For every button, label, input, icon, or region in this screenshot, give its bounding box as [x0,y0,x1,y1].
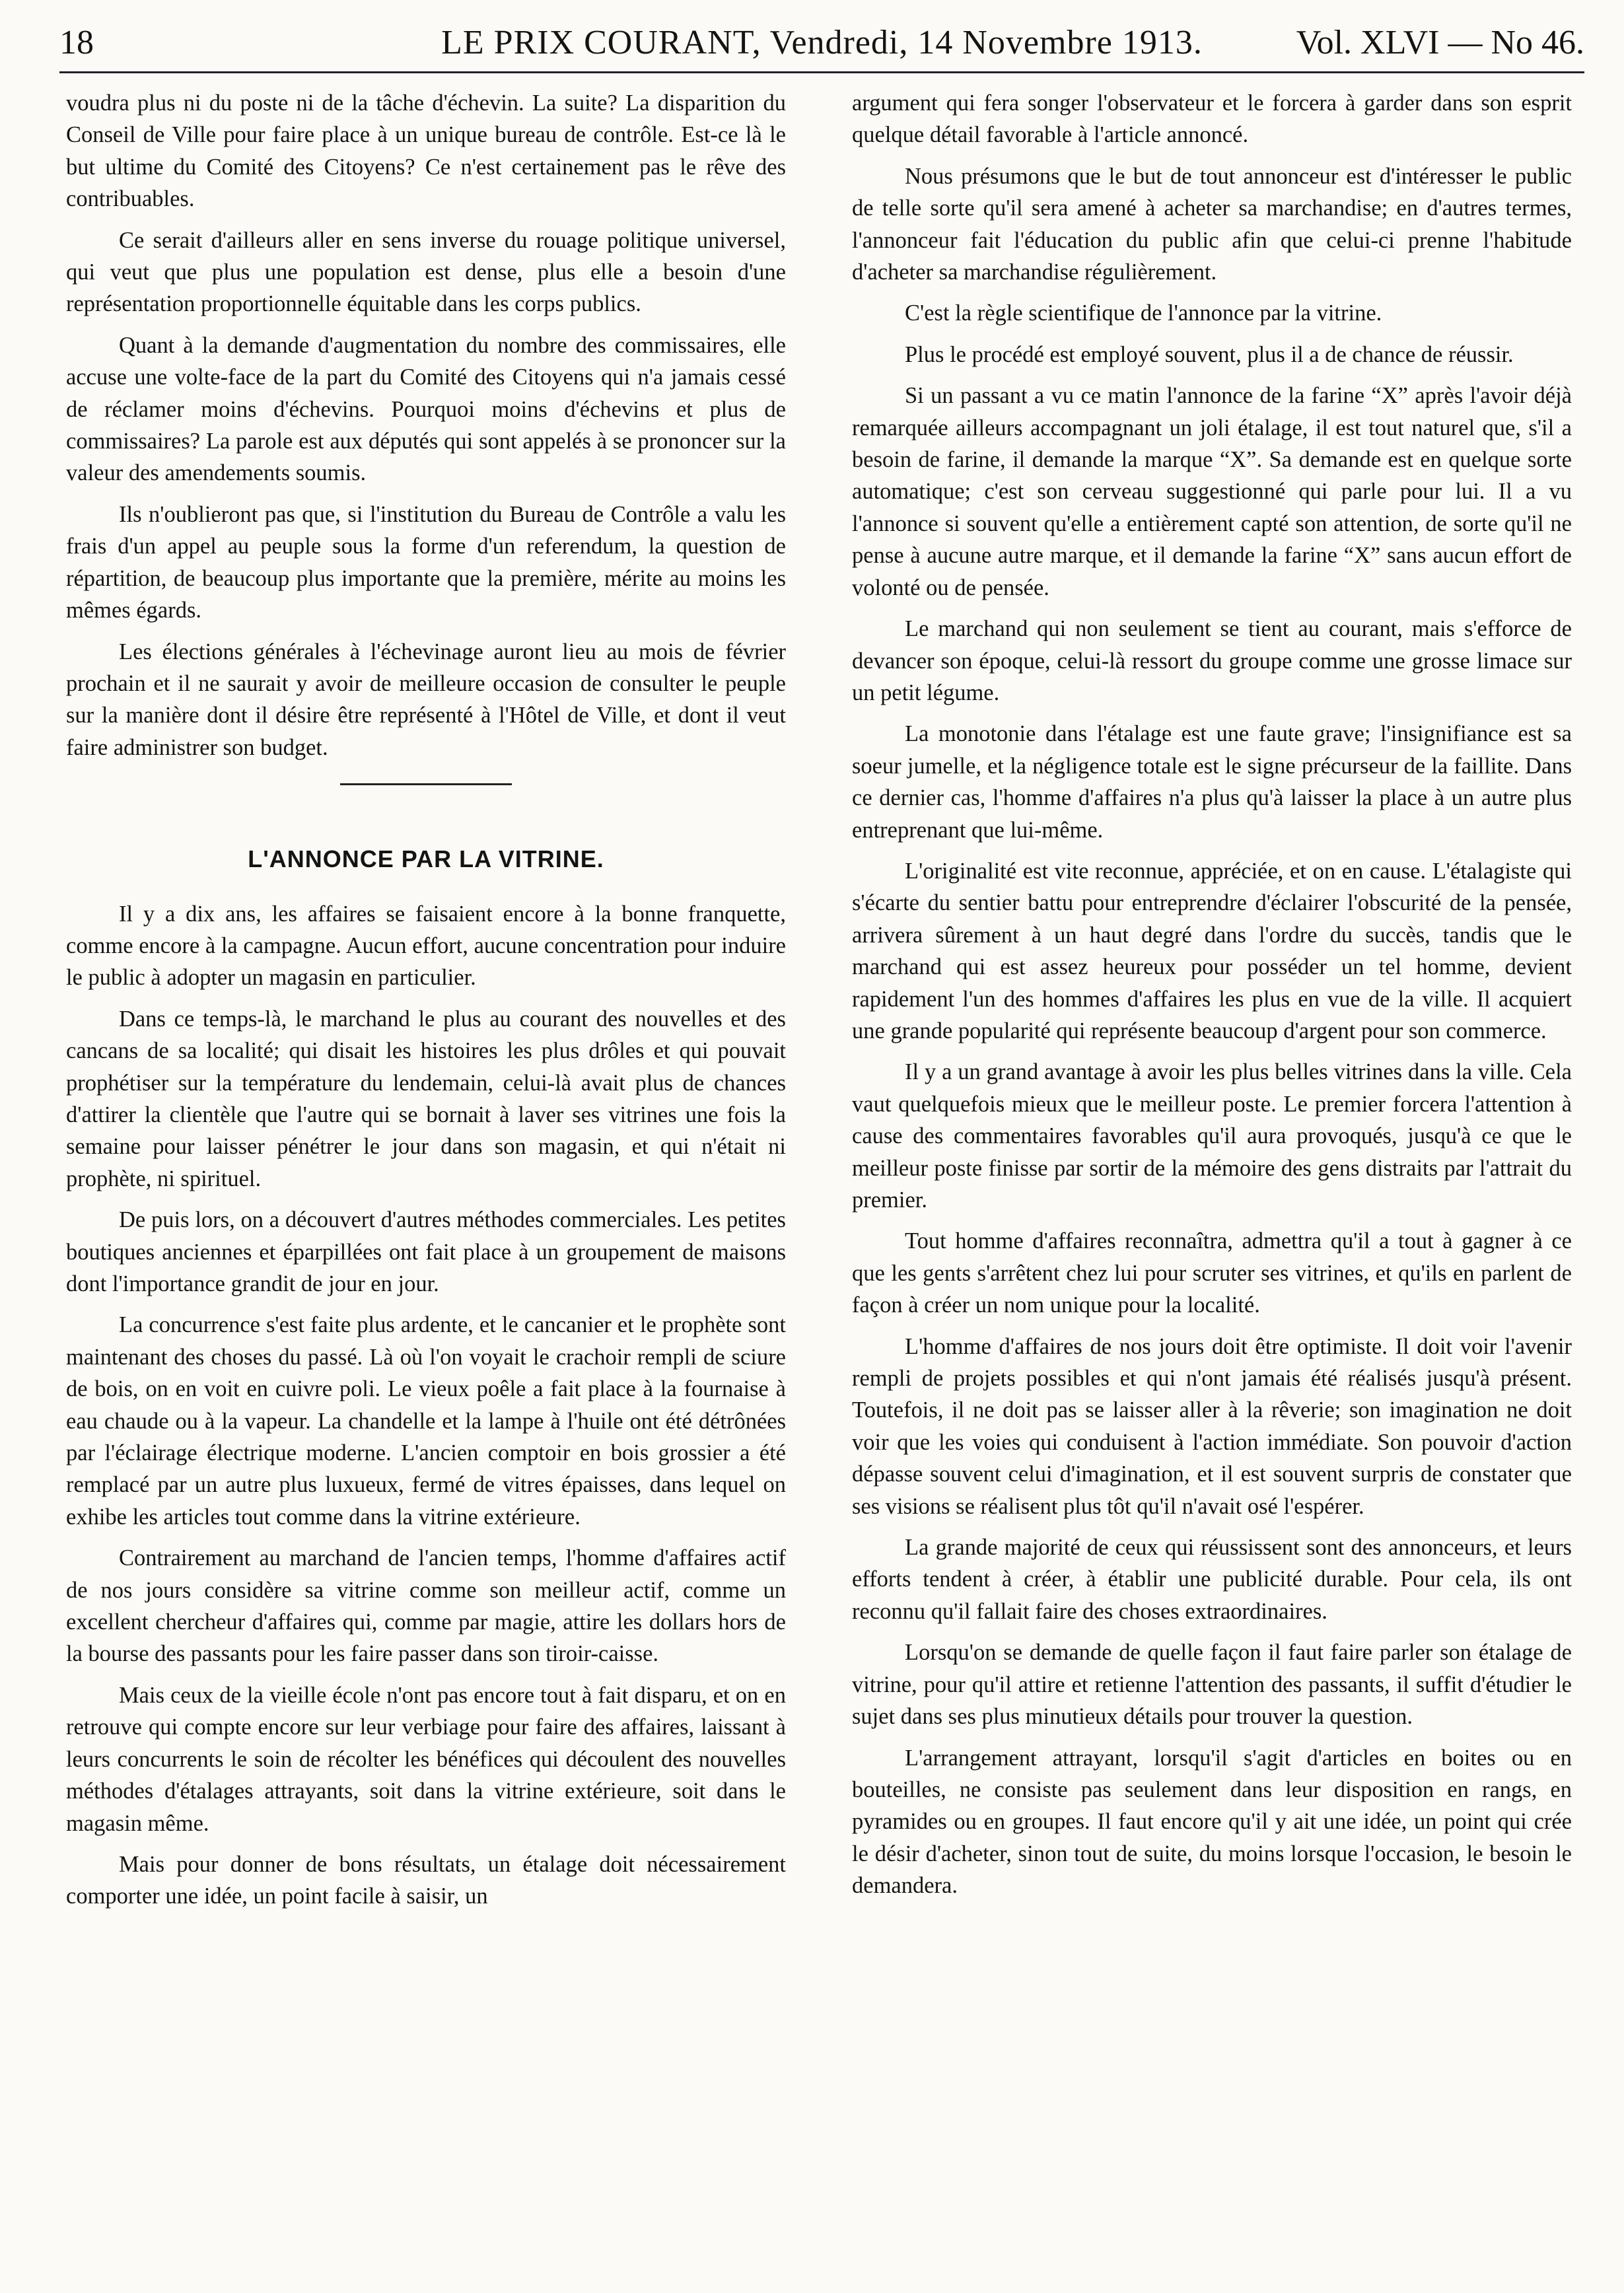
paragraph: Contrairement au marchand de l'ancien temps, l'homme d'affaires actif de nos jours considère sa vitrine comme son meilleur actif, comme un excellent chercheur d'affaires qui, comme par magie, attire les dollars hors de la bourse des passants pour les faire passer dans son tiroir-caisse. [66,1545,786,1667]
header-rule [59,71,1584,73]
article-title: L'ANNONCE PAR LA VITRINE. [248,845,604,873]
paragraph: Quant à la demande d'augmentation du nombre des commissaires, elle accuse une volte-face de la part du Comité des Citoyens qui n'a jamais cessé de réclamer moins d'échevins. Pourquoi moins d'échevins et plus de commissaires? La parole est aux députés qui sont appelés à se prononcer sur la valeur des amendements soumis. [66,332,786,486]
page-header [59,20,1584,66]
right-column [852,87,1572,1911]
paragraph: Mais pour donner de bons résultats, un étalage doit nécessairement comporter une idée, un point facile à saisir, un [66,1851,786,1909]
paragraph: Dans ce temps-là, le marchand le plus au courant des nouvelles et des cancans de sa localité; qui disait les histoires les plus drôles et qui pouvait prophétiser sur la température du lendemain, celui-là avait plus de chances d'attirer la clientèle que l'autre qui se bornait à laver ses vitrines une fois la semaine pour laisser pénétrer le jour dans son magasin, et qui n'était ni prophète, ni spirituel. [66,1006,786,1191]
left-column [66,87,786,1922]
paragraph: La grande majorité de ceux qui réussissent sont des annonceurs, et leurs efforts tendent à créer, à établir une publicité durable. Pour cela, ils ont reconnu qu'il fallait faire des choses extraordinaires. [852,1535,1572,1624]
paragraph: Lorsqu'on se demande de quelle façon il faut faire parler son étalage de vitrine, pour qu'il attire et retienne l'attention des passants, il suffit d'étudier le sujet dans ses plus minutieux détails pour trouver la question. [852,1640,1572,1730]
section-divider [340,783,512,785]
paragraph: Plus le procédé est employé souvent, plus il a de chance de réussir. [905,341,1514,367]
paragraph: Ils n'oublieront pas que, si l'institution du Bureau de Contrôle a valu les frais d'un appel au peuple sous la forme d'un referendum, la question de répartition, de beaucoup plus importante que la première, mérite au moins les mêmes égards. [66,501,786,623]
paragraph: De puis lors, on a découvert d'autres méthodes commerciales. Les petites boutiques anciennes et éparpillées ont fait place à un groupement de maisons dont l'importance grandit de jour en jour. [66,1207,786,1296]
paragraph: Mais ceux de la vieille école n'ont pas encore tout à fait disparu, et on en retrouve qui compte encore sur leur verbiage pour faire des affaires, laissant à leurs concurrents le soin de récolter les bénéfices qui découlent des nouvelles méthodes d'étalages attrayants, soit dans la vitrine extérieure, soit dans le magasin même. [66,1682,786,1836]
page-number: 18 [59,24,94,61]
paragraph-continuation: argument qui fera songer l'observateur et le forcera à garder dans son esprit quelque détail favorable à l'article annoncé. [852,90,1572,148]
paragraph: La concurrence s'est faite plus ardente, et le cancanier et le prophète sont maintenant des choses du passé. Là où l'on voyait le crachoir rempli de sciure de bois, on en voit en cuivre poli. Le vieux poêle a fait place à la fournaise à eau chaude ou à la vapeur. La chandelle et la lampe à l'huile ont été détrônées par l'éclairage électrique moderne. L'ancien comptoir en bois grossier a été remplacé par un autre plus luxueux, fermé de vitres épaisses, dans lequel on exhibe les articles tout comme dans la vitrine extérieure. [66,1312,786,1530]
paragraph: Nous présumons que le but de tout annonceur est d'intéresser le public de telle sorte qu'il sera amené à acheter sa marchandise; en d'autres termes, l'annonceur fait l'éducation du public afin que celui-ci prenne l'habitude d'acheter sa marchandise régulièrement. [852,163,1572,285]
paragraph: Il y a un grand avantage à avoir les plus belles vitrines dans la ville. Cela vaut quelquefois mieux que le meilleur poste. Le premier forcera l'attention à cause des commentaires favorables qu'il aura provoqués, jusqu'à ce que le meilleur poste finisse par sortir de la mémoire des gens distraits par l'attrait du premier. [852,1059,1572,1213]
paragraph: Le marchand qui non seulement se tient au courant, mais s'efforce de devancer son époque, celui-là ressort du groupe comme une grosse limace sur un petit légume. [852,616,1572,705]
paragraph: voudra plus ni du poste ni de la tâche d'échevin. La suite? La disparition du Conseil de Ville pour faire place à un unique bureau de contrôle. Est-ce là le but ultime du Comité des Citoyens? Ce n'est certainement pas le rêve des contribuables. [66,90,786,212]
paragraph: Ce serait d'ailleurs aller en sens inverse du rouage politique universel, qui veut que plus une population est dense, plus elle a besoin d'une représentation proportionnelle équitable dans les corps publics. [66,227,786,317]
volume-number: Vol. XLVI — No 46. [1296,24,1584,61]
paragraph: L'homme d'affaires de nos jours doit être optimiste. Il doit voir l'avenir rempli de projets possibles et qui n'ont jamais été réalisés jusqu'à présent. Toutefois, il ne doit pas se laisser aller à la rêverie; son imagination ne doit voir que les voies qui conduisent à l'action immédiate. Son pouvoir d'action dépasse souvent celui d'imagination, et il est souvent surpris de constater que ses visions se réalisent plus tôt qu'il n'avait osé l'espérer. [852,1333,1572,1519]
paragraph: Si un passant a vu ce matin l'annonce de la farine “X” après l'avoir déjà remarquée ailleurs accompagnant un joli étalage, il est tout naturel que, s'il a besoin de farine, il demande la marque “X”. Sa demande est en quelque sorte automatique; c'est son cerveau suggestionné qui parle pour lui. Il a vu l'annonce si souvent qu'elle a entièrement capté son attention, de sorte qu'il ne pense à aucune autre marque, et il demande la farine “X” sans aucun effort de volonté ou de pensée. [852,383,1572,600]
paragraph: C'est la règle scientifique de l'annonce par la vitrine. [905,300,1382,326]
paragraph: L'originalité est vite reconnue, appréciée, et on en cause. L'étalagiste qui s'écarte du sentier battu pour entreprendre d'éclairer l'obscurité de la pensée, arrivera sûrement à un haut degré dans l'ordre du succès, tandis que le marchand qui est assez heureux pour posséder un tel homme, devient rapidement l'un des hommes d'affaires les plus en vue de la ville. Il acquiert une grande popularité qui représente beaucoup d'argent pour son commerce. [852,858,1572,1043]
publication-title: LE PRIX COURANT, Vendredi, 14 Novembre 1913. [441,24,1203,61]
paragraph: Tout homme d'affaires reconnaîtra, admettra qu'il a tout à gagner à ce que les gents s'arrêtent chez lui pour scruter ses vitrines, et qu'ils en parlent de façon à créer un nom unique pour la localité. [852,1228,1572,1318]
paragraph: Les élections générales à l'échevinage auront lieu au mois de février prochain et il ne saurait y avoir de meilleure occasion de consulter le peuple sur la manière dont il désire être représenté à l'Hôtel de Ville, et dont il veut faire administrer son budget. [66,639,786,760]
paragraph: L'arrangement attrayant, lorsqu'il s'agit d'articles en boites ou en bouteilles, ne consiste pas seulement dans leur disposition en rangs, en pyramides ou en groupes. Il faut encore qu'il y ait une idée, un point qui crée le désir d'acheter, sinon tout de suite, du moins lorsque l'occasion, le besoin le demandera. [852,1745,1572,1899]
paragraph: Il y a dix ans, les affaires se faisaient encore à la bonne franquette, comme encore à la campagne. Aucun effort, aucune concentration pour induire le public à adopter un magasin en particulier. [66,901,786,991]
paragraph: La monotonie dans l'étalage est une faute grave; l'insignifiance est sa soeur jumelle, et la négligence totale est le signe précurseur de la faillite. Dans ce dernier cas, l'homme d'affaires n'a plus qu'à laisser la place à un autre plus entreprenant que lui-même. [852,721,1572,843]
